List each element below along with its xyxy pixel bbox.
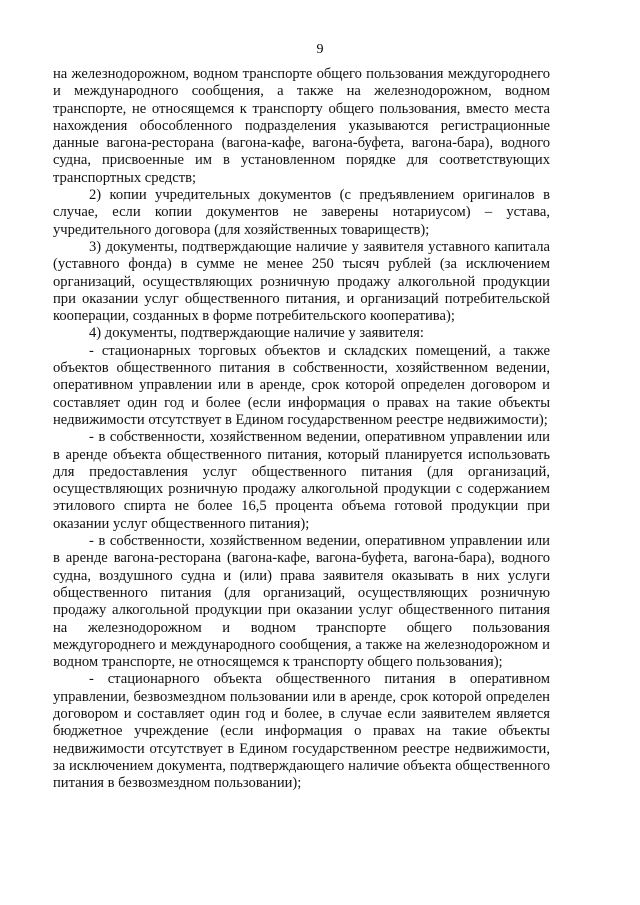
paragraph-item-3: 3) документы, подтверждающие наличие у заявителя уставного капитала (уставного фонда) в сумме не менее 250 тысяч рублей (за исключением организаций, осуществляющих розничную продажу алкогольной продукции при оказании услуг общественного питания, и организаций потребительской кооперации, созданных в форме потребительского кооператива); [53, 238, 550, 325]
body-text [53, 66, 550, 792]
paragraph-item-4: 4) документы, подтверждающие наличие у заявителя: [89, 325, 424, 342]
paragraph-item-2: 2) копии учредительных документов (с предъявлением оригиналов в случае, если копии документов не заверены нотариусом) – устава, учредительного договора (для хозяйственных товариществ); [53, 187, 550, 238]
bullet-restaurant-car: - в собственности, хозяйственном ведении, оперативном управлении или в аренде вагона-ресторана (вагона-кафе, вагона-буфета, вагона-бара), водного судна, воздушного судна и (или) права заявителя оказывать в них услуги общественного питания (для организаций, осуществляющих розничную продажу алкогольной продукции при оказании услуг общественного питания на железнодорожном и водном транспорте общего пользования междугороднего и международного сообщения, а также на железнодорожном и водном транспорте, не относящемся к транспорту общего пользования); [53, 533, 550, 671]
bullet-budget-institution: - стационарного объекта общественного питания в оперативном управлении, безвозмездном пользовании или в аренде, срок которой определен договором и составляет один год и более, в случае если заявителем является бюджетное учреждение (если информация о правах на такие объекты недвижимости отсутствует в Едином государственном реестре недвижимости, за исключением документа, подтверждающего наличие объекта общественного питания в безвозмездном пользовании); [53, 671, 550, 792]
bullet-catering-object: - в собственности, хозяйственном ведении, оперативном управлении или в аренде объекта общественного питания, который планируется использовать для предоставления услуг общественного питания (для организаций, осуществляющих розничную продажу алкогольной продукции с содержанием этилового спирта не более 16,5 процента объема готовой продукции при оказании услуг общественного питания); [53, 429, 550, 532]
bullet-stationary-objects: - стационарных торговых объектов и складских помещений, а также объектов общественного питания в собственности, хозяйственном ведении, оперативном управлении или в аренде, срок которой определен договором и составляет один год и более (если информация о правах на такие объекты недвижимости отсутствует в Едином государственном реестре недвижимости); [53, 342, 550, 428]
paragraph-continuation: на железнодорожном, водном транспорте общего пользования междугороднего и международного сообщения, а также на железнодорожном, водном транспорте, не относящемся к транспорту общего пользования, вместо места нахождения обособленного подразделения указываются регистрационные данные вагона-ресторана (вагона-кафе, вагона-буфета, вагона-бара), водного судна, присвоенные им в установленном порядке для соответствующих транспортных средств; [53, 66, 550, 186]
page-number: 9 [316, 42, 324, 57]
